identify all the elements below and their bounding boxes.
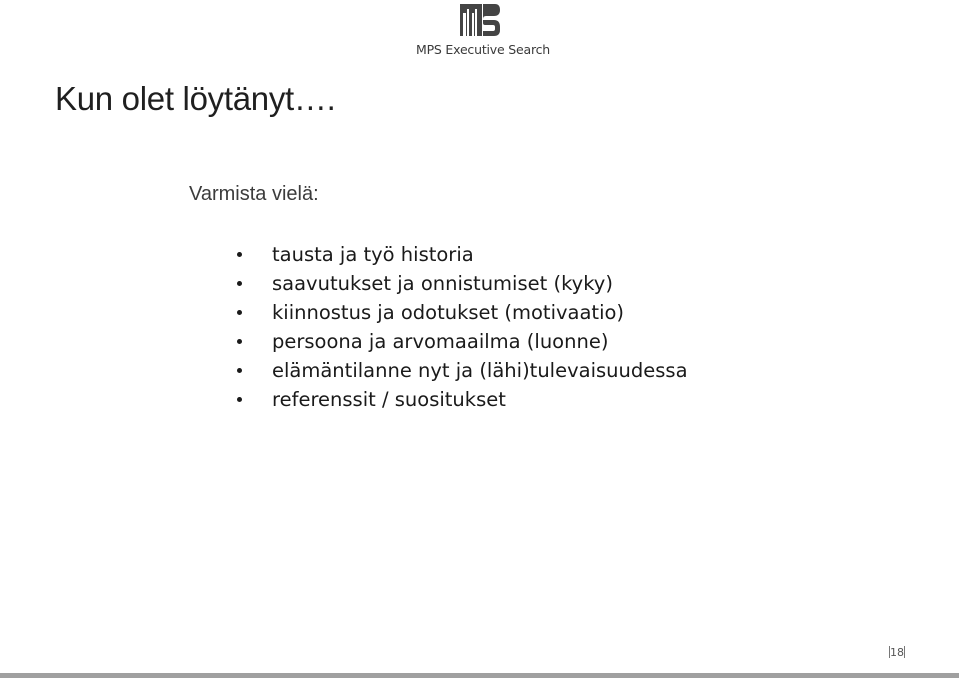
bullet-dot-icon: [237, 252, 242, 257]
bullet-text: saavutukset ja onnistumiset (kyky): [272, 272, 613, 295]
mps-logo-mark-icon: [459, 2, 501, 38]
bullet-dot-icon: [237, 310, 242, 315]
company-logo: [412, 2, 552, 60]
slide-title: Kun olet löytänyt….: [55, 80, 336, 117]
page-number-bar-right: [904, 646, 905, 658]
logo-text: MPS Executive Search: [416, 42, 551, 57]
bullet-item: [233, 298, 688, 327]
bullet-dot-icon: [237, 281, 242, 286]
bullet-item: [233, 240, 688, 269]
bullet-text: elämäntilanne nyt ja (lähi)tulevaisuudessa: [272, 359, 688, 382]
bullet-dot-icon: [237, 339, 242, 344]
bullet-text: persoona ja arvomaailma (luonne): [272, 330, 609, 353]
bullet-item: [233, 385, 688, 414]
bullet-text: referenssit / suositukset: [272, 388, 506, 411]
bullet-dot-icon: [237, 397, 242, 402]
page-number-value: 18: [890, 646, 904, 659]
bullet-list: [233, 240, 688, 414]
bullet-item: [233, 269, 688, 298]
bullet-text: tausta ja työ historia: [272, 243, 474, 266]
page-number: [889, 646, 905, 659]
footer-divider: [0, 673, 959, 678]
bullet-text: kiinnostus ja odotukset (motivaatio): [272, 301, 625, 324]
slide-subtitle: Varmista vielä:: [189, 183, 319, 205]
bullet-item: [233, 327, 688, 356]
bullet-dot-icon: [237, 368, 242, 373]
bullet-item: [233, 356, 688, 385]
